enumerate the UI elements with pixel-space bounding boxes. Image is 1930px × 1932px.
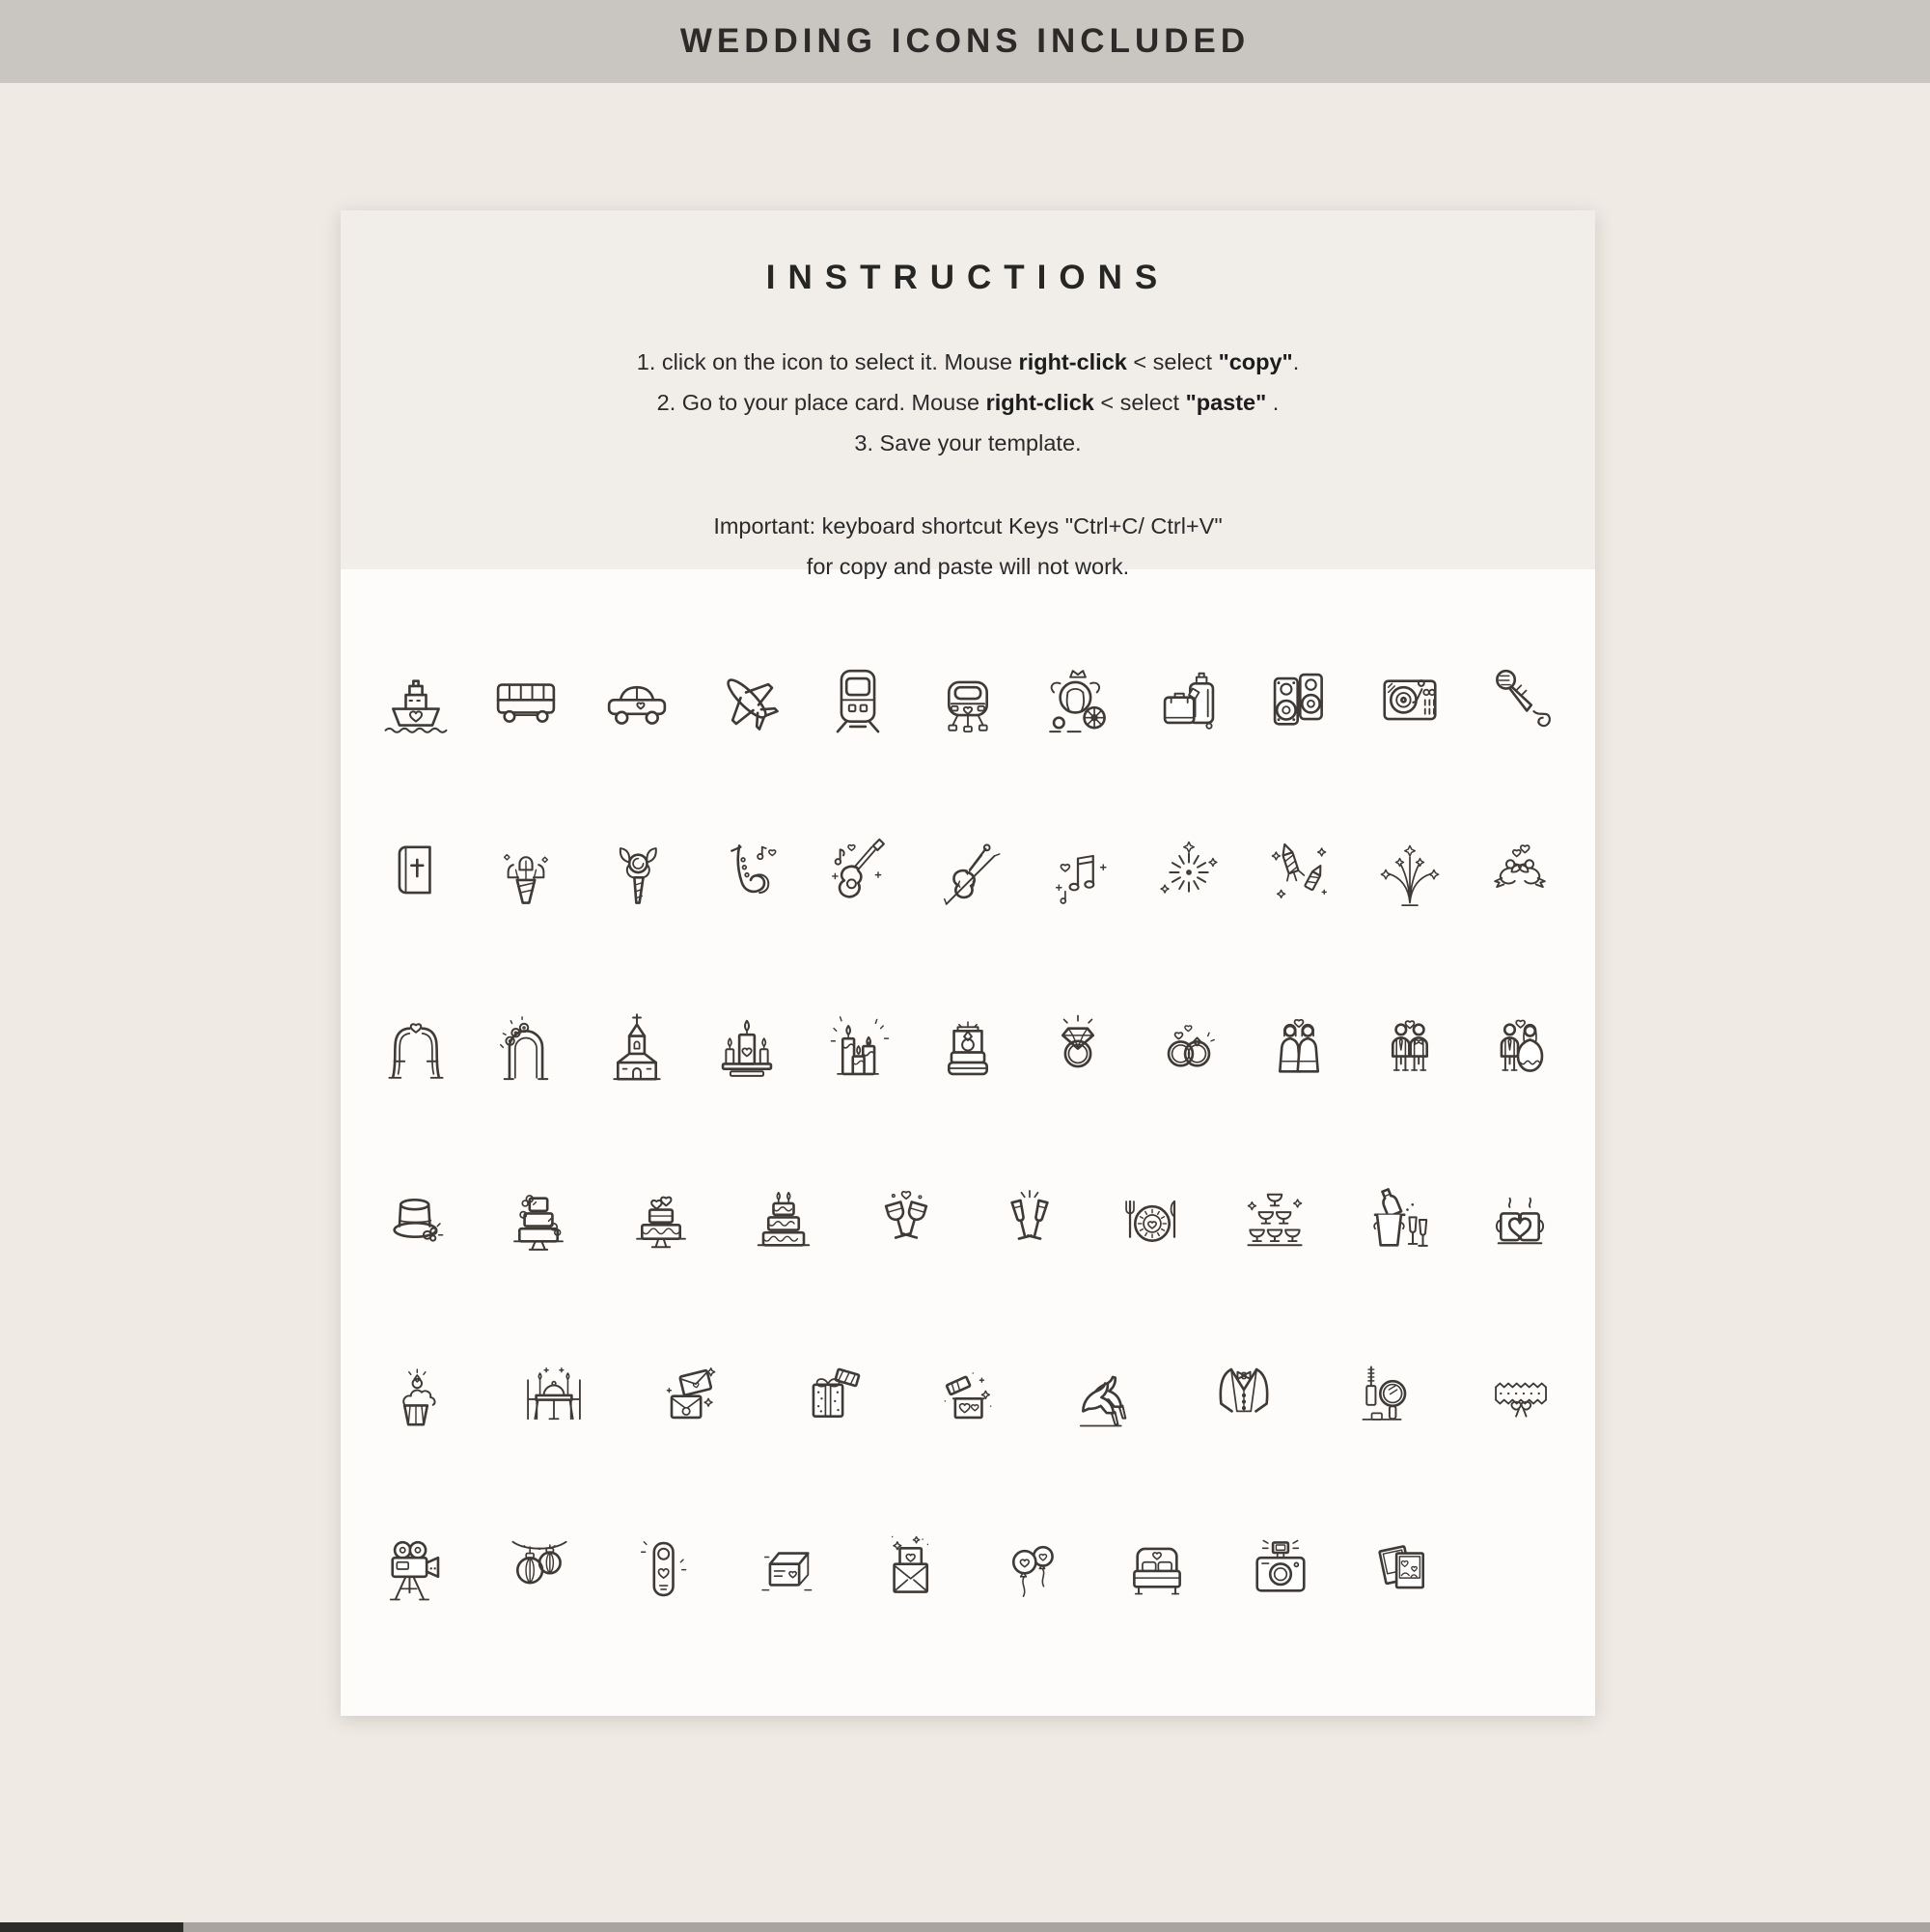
instructions-note-line: for copy and paste will not work. — [806, 554, 1130, 579]
tuxedo-icon[interactable] — [1203, 1353, 1284, 1434]
icon-row-6 — [375, 1527, 1560, 1608]
wine-glasses-icon[interactable] — [866, 1179, 947, 1260]
ship-icon[interactable] — [375, 658, 456, 739]
unity-candles-icon[interactable] — [706, 1006, 787, 1087]
fireworks-fountain-icon[interactable] — [1369, 832, 1450, 913]
icon-row-1 — [375, 658, 1560, 739]
dinner-plate-icon[interactable] — [1112, 1179, 1193, 1260]
photos-icon[interactable] — [1364, 1527, 1445, 1608]
bed-icon[interactable] — [1117, 1527, 1198, 1608]
coffee-mugs-icon[interactable] — [1479, 1179, 1560, 1260]
love-letter-icon[interactable] — [869, 1527, 951, 1608]
wedding-arch-icon[interactable] — [375, 1006, 456, 1087]
car-icon[interactable] — [596, 658, 677, 739]
firecrackers-icon[interactable] — [1258, 832, 1339, 913]
wedding-cake-icon[interactable] — [743, 1179, 824, 1260]
dinner-table-icon[interactable] — [513, 1353, 594, 1434]
bible-icon[interactable] — [375, 832, 456, 913]
icons-grid — [341, 569, 1595, 1716]
open-gift-icon[interactable] — [927, 1353, 1008, 1434]
bouquet-icon[interactable] — [485, 832, 566, 913]
gift-box-icon[interactable] — [789, 1353, 870, 1434]
dj-turntable-icon[interactable] — [1369, 658, 1450, 739]
icons-card — [341, 210, 1595, 1716]
icon-row-2 — [375, 832, 1560, 913]
bride-and-groom-icon[interactable] — [1479, 1006, 1560, 1087]
header-bar — [0, 0, 1930, 83]
top-hat-icon[interactable] — [375, 1179, 456, 1260]
camera-icon[interactable] — [1240, 1527, 1321, 1608]
groom-couple-icon[interactable] — [1369, 1006, 1450, 1087]
church-icon[interactable] — [596, 1006, 677, 1087]
bride-couple-icon[interactable] — [1258, 1006, 1339, 1087]
diamond-ring-icon[interactable] — [1037, 1006, 1118, 1087]
violin-icon[interactable] — [927, 832, 1008, 913]
champagne-toast-icon[interactable] — [989, 1179, 1070, 1260]
wedding-car-icon[interactable] — [927, 658, 1008, 739]
instruction-step: 3. Save your template. — [854, 430, 1082, 455]
candles-icon[interactable] — [817, 1006, 898, 1087]
lanterns-icon[interactable] — [499, 1527, 580, 1608]
instruction-steps — [341, 342, 1595, 463]
instructions-heading: INSTRUCTIONS — [765, 259, 1171, 296]
microphone-icon[interactable] — [1479, 658, 1560, 739]
fireworks-burst-icon[interactable] — [1148, 832, 1229, 913]
content-area — [0, 83, 1930, 1922]
floral-cake-icon[interactable] — [498, 1179, 579, 1260]
balloons-icon[interactable] — [993, 1527, 1074, 1608]
door-hanger-icon[interactable] — [622, 1527, 703, 1608]
floral-arch-icon[interactable] — [485, 1006, 566, 1087]
heart-cake-icon[interactable] — [620, 1179, 702, 1260]
icon-row-5 — [375, 1353, 1560, 1434]
invitations-icon[interactable] — [651, 1353, 732, 1434]
boutonniere-icon[interactable] — [596, 832, 677, 913]
instruction-step: 1. click on the icon to select it. Mouse right-click < select "copy". — [636, 349, 1300, 374]
video-camera-icon[interactable] — [375, 1527, 456, 1608]
love-doves-icon[interactable] — [1479, 832, 1560, 913]
bottom-bar-dark-segment — [0, 1922, 183, 1932]
bus-icon[interactable] — [485, 658, 566, 739]
saxophone-icon[interactable] — [706, 832, 787, 913]
high-heels-icon[interactable] — [1065, 1353, 1146, 1434]
train-icon[interactable] — [817, 658, 898, 739]
place-card-icon[interactable] — [746, 1527, 827, 1608]
airplane-icon[interactable] — [706, 658, 787, 739]
luggage-icon[interactable] — [1148, 658, 1229, 739]
garter-icon[interactable] — [1479, 1353, 1560, 1434]
bottom-bar — [0, 1922, 1930, 1932]
music-notes-icon[interactable] — [1037, 832, 1118, 913]
ring-box-icon[interactable] — [927, 1006, 1008, 1087]
instruction-step: 2. Go to your place card. Mouse right-click < select "paste" . — [656, 390, 1280, 415]
makeup-icon[interactable] — [1341, 1353, 1422, 1434]
icon-row-4 — [375, 1179, 1560, 1260]
instructions-panel — [341, 210, 1595, 579]
champagne-bucket-icon[interactable] — [1357, 1179, 1438, 1260]
icon-row-3 — [375, 1006, 1560, 1087]
carriage-icon[interactable] — [1037, 658, 1118, 739]
wedding-rings-icon[interactable] — [1148, 1006, 1229, 1087]
guitar-icon[interactable] — [817, 832, 898, 913]
page-title: WEDDING ICONS INCLUDED — [679, 22, 1251, 60]
instructions-note-line: Important: keyboard shortcut Keys "Ctrl+C/ Ctrl+V" — [713, 513, 1223, 538]
champagne-tower-icon[interactable] — [1234, 1179, 1315, 1260]
speakers-icon[interactable] — [1258, 658, 1339, 739]
cupcake-icon[interactable] — [375, 1353, 456, 1434]
